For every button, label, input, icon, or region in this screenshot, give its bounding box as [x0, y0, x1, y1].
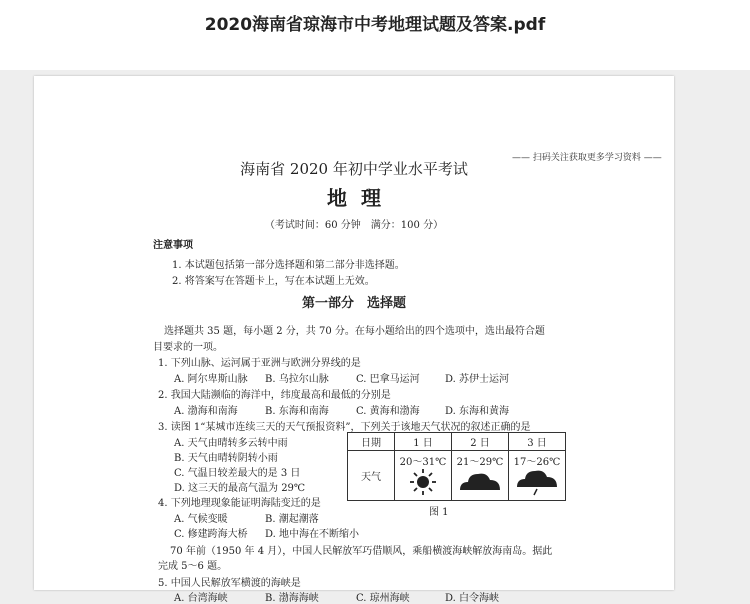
- section-intro: 目要求的一项。: [153, 342, 223, 353]
- temperature-day3: 17～26℃: [513, 457, 561, 468]
- question-2-option-b: B. 东海和南海: [265, 406, 329, 417]
- notice-item: 1. 本试题包括第一部分选择题和第二部分非选择题。: [172, 260, 405, 271]
- question-4-option-a: A. 气候变暖: [174, 514, 228, 525]
- pdf-page[interactable]: [34, 76, 674, 604]
- question-2-stem: 2. 我国大陆濒临的海洋中，纬度最高和最低的分别是: [158, 390, 391, 401]
- question-3-option-c: C. 气温日较差最大的是 3 日: [174, 468, 301, 479]
- question-2-option-d: D. 东海和黄海: [445, 406, 510, 417]
- exam-title: 海南省 2020 年初中学业水平考试: [240, 160, 468, 178]
- question-5-option-c: C. 琼州海峡: [356, 593, 410, 604]
- table-header-day1: 1 日: [395, 433, 452, 451]
- subject-title: 地理: [327, 186, 395, 210]
- question-1-option-d: D. 苏伊士运河: [445, 374, 510, 385]
- question-2-option-a: A. 渤海和南海: [174, 406, 238, 417]
- table-row-label-weather: 天气: [348, 451, 395, 501]
- pdf-viewer-header: [0, 0, 750, 70]
- table-header-date: 日期: [348, 433, 395, 451]
- question-2-option-c: C. 黄海和渤海: [356, 406, 420, 417]
- sun-icon: [408, 468, 438, 496]
- question-5-option-b: B. 渤海海峡: [265, 593, 319, 604]
- question-5-option-a: A. 台湾海峡: [174, 593, 228, 604]
- question-1-stem: 1. 下列山脉、运河属于亚洲与欧洲分界线的是: [158, 358, 361, 369]
- question-5-option-d: D. 白令海峡: [445, 593, 500, 604]
- weather-forecast-table: [347, 432, 566, 501]
- exam-time-info: （考试时间：60 分钟 满分：100 分）: [264, 220, 444, 231]
- table-header-day2: 2 日: [452, 433, 509, 451]
- weather-cell-day1: [395, 451, 452, 501]
- table-header-day3: 3 日: [509, 433, 566, 451]
- weather-cell-day2: [452, 451, 509, 501]
- question-3-option-b: B. 天气由晴转阴转小雨: [174, 453, 278, 464]
- passage-text: 完成 5～6 题。: [158, 561, 228, 572]
- figure-label: 图 1: [429, 507, 449, 518]
- scan-note: —— 扫码关注获取更多学习资料 ——: [512, 153, 662, 163]
- cloudy-icon: [457, 468, 503, 494]
- temperature-day2: 21～29℃: [456, 457, 504, 468]
- section-intro: 选择题共 35 题，每小题 2 分，共 70 分。在每小题给出的四个选项中，选出最符合题: [164, 326, 545, 337]
- question-3-stem: 3. 读图 1“某城市连续三天的天气预报资料”，下列关于该地天气状况的叙述正确的是: [158, 422, 531, 433]
- question-1-option-a: A. 阿尔卑斯山脉: [174, 374, 248, 385]
- notice-item: 2. 将答案写在答题卡上，写在本试题上无效。: [172, 276, 375, 287]
- question-4-option-d: D. 地中海在不断缩小: [265, 529, 360, 540]
- question-4-option-b: B. 潮起潮落: [265, 514, 319, 525]
- question-3-option-d: D. 这三天的最高气温为 29℃: [174, 483, 306, 494]
- temperature-day1: 20～31℃: [399, 457, 447, 468]
- rain-icon: [514, 468, 560, 496]
- section-title: 第一部分 选择题: [301, 296, 406, 311]
- document-title: 2020海南省琼海市中考地理试题及答案.pdf: [204, 15, 546, 35]
- question-1-option-b: B. 乌拉尔山脉: [265, 374, 329, 385]
- passage-text: 70 年前（1950 年 4 月），中国人民解放军巧借顺风，乘船横渡海峡解放海南岛。据此: [170, 546, 553, 557]
- notice-title: 注意事项: [153, 240, 193, 251]
- weather-cell-day3: [509, 451, 566, 501]
- question-4-stem: 4. 下列地理现象能证明海陆变迁的是: [158, 498, 321, 509]
- question-1-option-c: C. 巴拿马运河: [356, 374, 420, 385]
- question-5-stem: 5. 中国人民解放军横渡的海峡是: [158, 578, 301, 589]
- question-3-option-a: A. 天气由晴转多云转中雨: [174, 438, 288, 449]
- question-4-option-c: C. 修建跨海大桥: [174, 529, 248, 540]
